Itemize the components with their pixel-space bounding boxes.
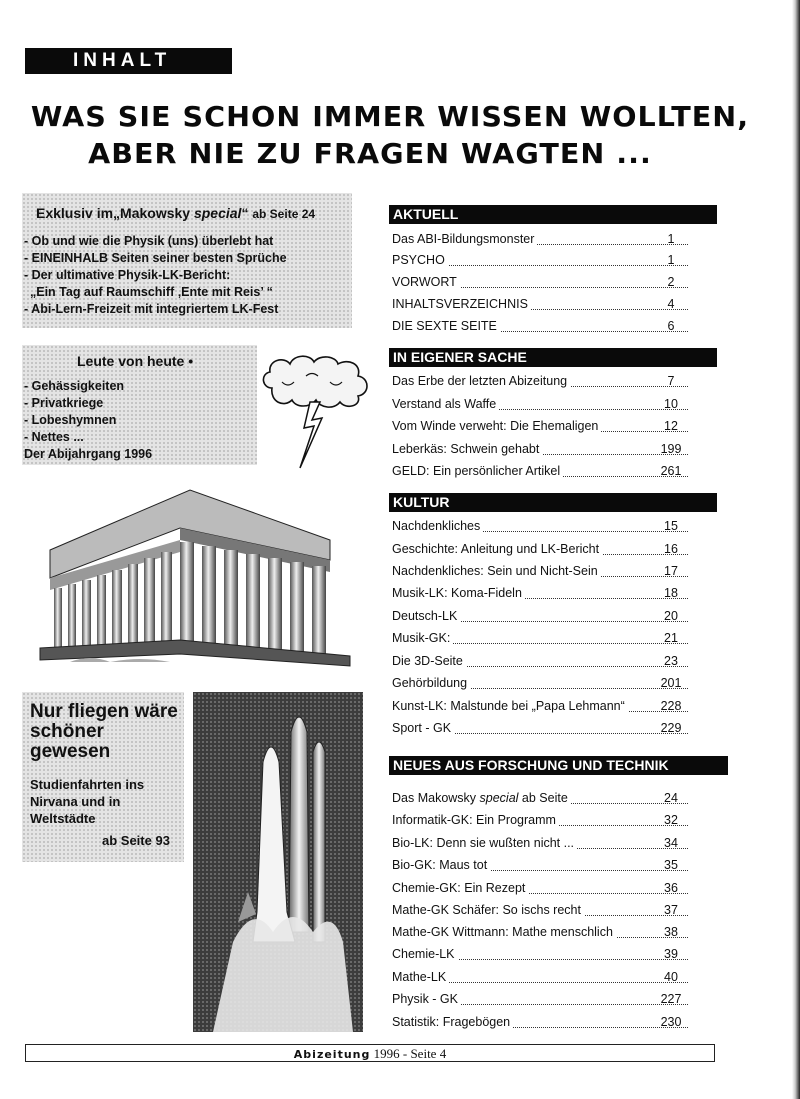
toc-entry-label-prefix: Das Makowsky: [392, 791, 480, 805]
toc-entry[interactable]: [392, 922, 688, 942]
toc-entry-label: Bio-LK: Denn sie wußten nicht ...: [392, 836, 577, 850]
exklusiv-item: - Abi-Lern-Freizeit mit integriertem LK-Fest: [24, 302, 279, 316]
toc-entry-page: 38: [664, 925, 678, 939]
leute-bullet: •: [188, 353, 194, 369]
toc-entry[interactable]: [392, 673, 688, 693]
fliegen-headline-line: gewesen: [30, 741, 111, 762]
toc-entry-page: 227: [660, 992, 682, 1006]
toc-entry-page: 16: [664, 542, 678, 556]
toc-entry-page: 36: [664, 881, 678, 895]
toc-entry[interactable]: [392, 944, 688, 964]
fliegen-page-ref: ab Seite 93: [102, 833, 170, 848]
toc-entry[interactable]: [392, 651, 688, 671]
toc-entry[interactable]: [392, 833, 688, 853]
toc-entry-page: 39: [664, 947, 678, 961]
toc-entry-label: PSYCHO: [392, 253, 448, 267]
footer-text: 1996 - Seite 4: [370, 1046, 447, 1061]
fliegen-headline-line: Nur fliegen wäre: [30, 701, 178, 722]
fliegen-headline-line: schöner: [30, 721, 104, 742]
toc-entry-label: Mathe-GK Schäfer: So ischs recht: [392, 903, 584, 917]
toc-entry[interactable]: [392, 439, 688, 459]
toc-entry[interactable]: [392, 900, 688, 920]
toc-entry-page: 34: [664, 836, 678, 850]
toc-entry[interactable]: [392, 810, 688, 830]
toc-entry-page: 7: [667, 374, 675, 388]
toc-entry-label: Mathe-LK: [392, 970, 449, 984]
fliegen-subtext: [30, 776, 144, 827]
fliegen-sub-line: Nirvana und in: [30, 794, 121, 809]
toc-entry[interactable]: [392, 416, 688, 436]
toc-entry-page: 21: [664, 631, 678, 645]
leute-title: [77, 353, 193, 369]
exklusiv-item: - EINEINHALB Seiten seiner besten Sprüche: [24, 251, 287, 265]
toc-entry-page: 17: [664, 564, 678, 578]
fliegen-sub-line: Studienfahrten ins: [30, 777, 145, 792]
toc-entry-page: 23: [664, 654, 678, 668]
headline-line-2: ABER NIE ZU FRAGEN WAGTEN ...: [88, 137, 652, 170]
toc-entry-page: 20: [664, 609, 678, 623]
leute-item: - Nettes ...: [24, 430, 84, 444]
toc-entry-label: Vom Winde verweht: Die Ehemaligen: [392, 419, 601, 433]
toc-entry-page: 18: [664, 586, 678, 600]
toc-entry-label: Die 3D-Seite: [392, 654, 466, 668]
leute-item: - Privatkriege: [24, 396, 104, 410]
toc-entry-label: DIE SEXTE SEITE: [392, 319, 500, 333]
toc-entry-label: Musik-GK:: [392, 631, 453, 645]
toc-entry-label: Deutsch-LK: [392, 609, 460, 623]
toc-entry-page: 229: [660, 721, 682, 735]
page-footer: [25, 1044, 715, 1062]
footer-brand: Abizeitung: [293, 1048, 371, 1061]
toc-entry-label: Chemie-LK: [392, 947, 458, 961]
exklusiv-item: - Der ultimative Physik-LK-Bericht:: [24, 268, 231, 282]
section-kultur-header: KULTUR: [389, 493, 717, 512]
leute-title-text: Leute von heute: [77, 353, 185, 369]
toc-entry[interactable]: [392, 967, 688, 987]
toc-entry-label: Sport - GK: [392, 721, 454, 735]
toc-entry-page: 1: [667, 253, 675, 267]
toc-entry-page: 199: [660, 442, 682, 456]
toc-entry-page: 4: [667, 297, 675, 311]
toc-entry[interactable]: [392, 294, 688, 314]
toc-entry-page: 12: [664, 419, 678, 433]
exklusiv-title-italic: special: [193, 205, 242, 221]
toc-entry[interactable]: [392, 855, 688, 875]
section-aktuell-header: AKTUELL: [389, 205, 717, 224]
toc-entry[interactable]: [392, 272, 688, 292]
toc-entry[interactable]: [392, 696, 688, 716]
toc-entry-label: VORWORT: [392, 275, 460, 289]
toc-entry[interactable]: [392, 394, 688, 414]
toc-entry[interactable]: [392, 539, 688, 559]
leute-list: [24, 378, 152, 463]
toc-entry-label: Musik-LK: Koma-Fideln: [392, 586, 525, 600]
temple-illustration: [30, 480, 370, 670]
toc-entry[interactable]: [392, 583, 688, 603]
toc-entry-label: Das ABI-Bildungsmonster: [392, 232, 537, 246]
toc-entry[interactable]: [392, 878, 688, 898]
leute-item: - Lobeshymnen: [24, 413, 117, 427]
leute-item: Der Abijahrgang 1996: [24, 447, 153, 461]
toc-entry[interactable]: [392, 516, 688, 536]
fliegen-sub-line: Weltstädte: [30, 811, 96, 826]
exklusiv-item: „Ein Tag auf Raumschiff ‚Ente mit Reis’ “: [30, 285, 273, 299]
toc-entry-label: Chemie-GK: Ein Rezept: [392, 881, 528, 895]
toc-entry[interactable]: [392, 561, 688, 581]
toc-entry[interactable]: [392, 461, 688, 481]
toc-entry-label: Nachdenkliches: [392, 519, 483, 533]
space-shuttle-illustration: [193, 692, 363, 1032]
toc-entry[interactable]: [392, 371, 688, 391]
toc-entry-page: 230: [660, 1015, 682, 1029]
exklusiv-title-suffix: “: [241, 205, 249, 221]
toc-entry-label: Statistik: Fragebögen: [392, 1015, 513, 1029]
toc-entry[interactable]: [392, 316, 688, 336]
toc-entry-label: Bio-GK: Maus tot: [392, 858, 490, 872]
toc-entry-page: 6: [667, 319, 675, 333]
exklusiv-title-prefix: Exklusiv im„Makowsky: [36, 205, 194, 221]
exklusiv-item: - Ob und wie die Physik (uns) überlebt hat: [24, 234, 274, 248]
toc-entry[interactable]: [392, 229, 688, 249]
toc-entry-label: Nachdenkliches: Sein und Nicht-Sein: [392, 564, 601, 578]
fliegen-box: [22, 692, 184, 862]
inhalt-label: INHALT: [25, 48, 232, 74]
toc-entry-page: 10: [664, 397, 678, 411]
toc-entry-label: Verstand als Waffe: [392, 397, 499, 411]
toc-entry[interactable]: [392, 718, 688, 738]
toc-entry-page: 15: [664, 519, 678, 533]
toc-entry-label-italic: special: [479, 791, 519, 805]
toc-entry-label: INHALTSVERZEICHNIS: [392, 297, 531, 311]
toc-entry-label: Gehörbildung: [392, 676, 470, 690]
exklusiv-title-page: ab Seite 24: [252, 207, 316, 221]
toc-entry-page: 37: [664, 903, 678, 917]
toc-entry[interactable]: [392, 628, 688, 648]
toc-entry-label: Informatik-GK: Ein Programm: [392, 813, 559, 827]
toc-entry-label: Mathe-GK Wittmann: Mathe menschlich: [392, 925, 616, 939]
leute-item: - Gehässigkeiten: [24, 379, 125, 393]
exklusiv-box: [22, 193, 352, 328]
section-sache-header: IN EIGENER SACHE: [389, 348, 717, 367]
headline-line-1: WAS SIE SCHON IMMER WISSEN WOLLTEN,: [30, 100, 750, 133]
exklusiv-title: [36, 205, 315, 221]
toc-entry-page: 40: [664, 970, 678, 984]
toc-entry-page: 201: [660, 676, 682, 690]
toc-entry-label-suffix: ab Seite: [518, 791, 568, 805]
toc-entry[interactable]: [392, 250, 688, 270]
toc-entry-page: 1: [667, 232, 675, 246]
toc-entry-label: GELD: Ein persönlicher Artikel: [392, 464, 563, 478]
toc-entry-page: 32: [664, 813, 678, 827]
toc-entry[interactable]: [392, 1012, 688, 1032]
page-edge-shadow: [792, 0, 800, 1099]
section-forschung-header: NEUES AUS FORSCHUNG UND TECHNIK: [389, 756, 728, 775]
leute-box: [22, 345, 257, 465]
toc-entry-label: Kunst-LK: Malstunde bei „Papa Lehmann“: [392, 699, 628, 713]
toc-entry-label: Geschichte: Anleitung und LK-Bericht: [392, 542, 602, 556]
fliegen-headline: [30, 702, 178, 762]
toc-entry-page: 24: [664, 791, 678, 805]
toc-entry-page: 35: [664, 858, 678, 872]
toc-entry-label: Physik - GK: [392, 992, 461, 1006]
toc-entry[interactable]: [392, 989, 688, 1009]
exklusiv-list: [24, 233, 287, 318]
toc-entry-page: 261: [660, 464, 682, 478]
toc-entry-page: 228: [660, 699, 682, 713]
toc-entry-label: Das Erbe der letzten Abizeitung: [392, 374, 570, 388]
cloud-lightning-illustration: [258, 352, 376, 472]
toc-entry[interactable]: [392, 606, 688, 626]
toc-entry-label: Leberkäs: Schwein gehabt: [392, 442, 542, 456]
toc-entry-label: [392, 791, 571, 805]
toc-entry-page: 2: [667, 275, 675, 289]
toc-entry[interactable]: [392, 788, 688, 808]
